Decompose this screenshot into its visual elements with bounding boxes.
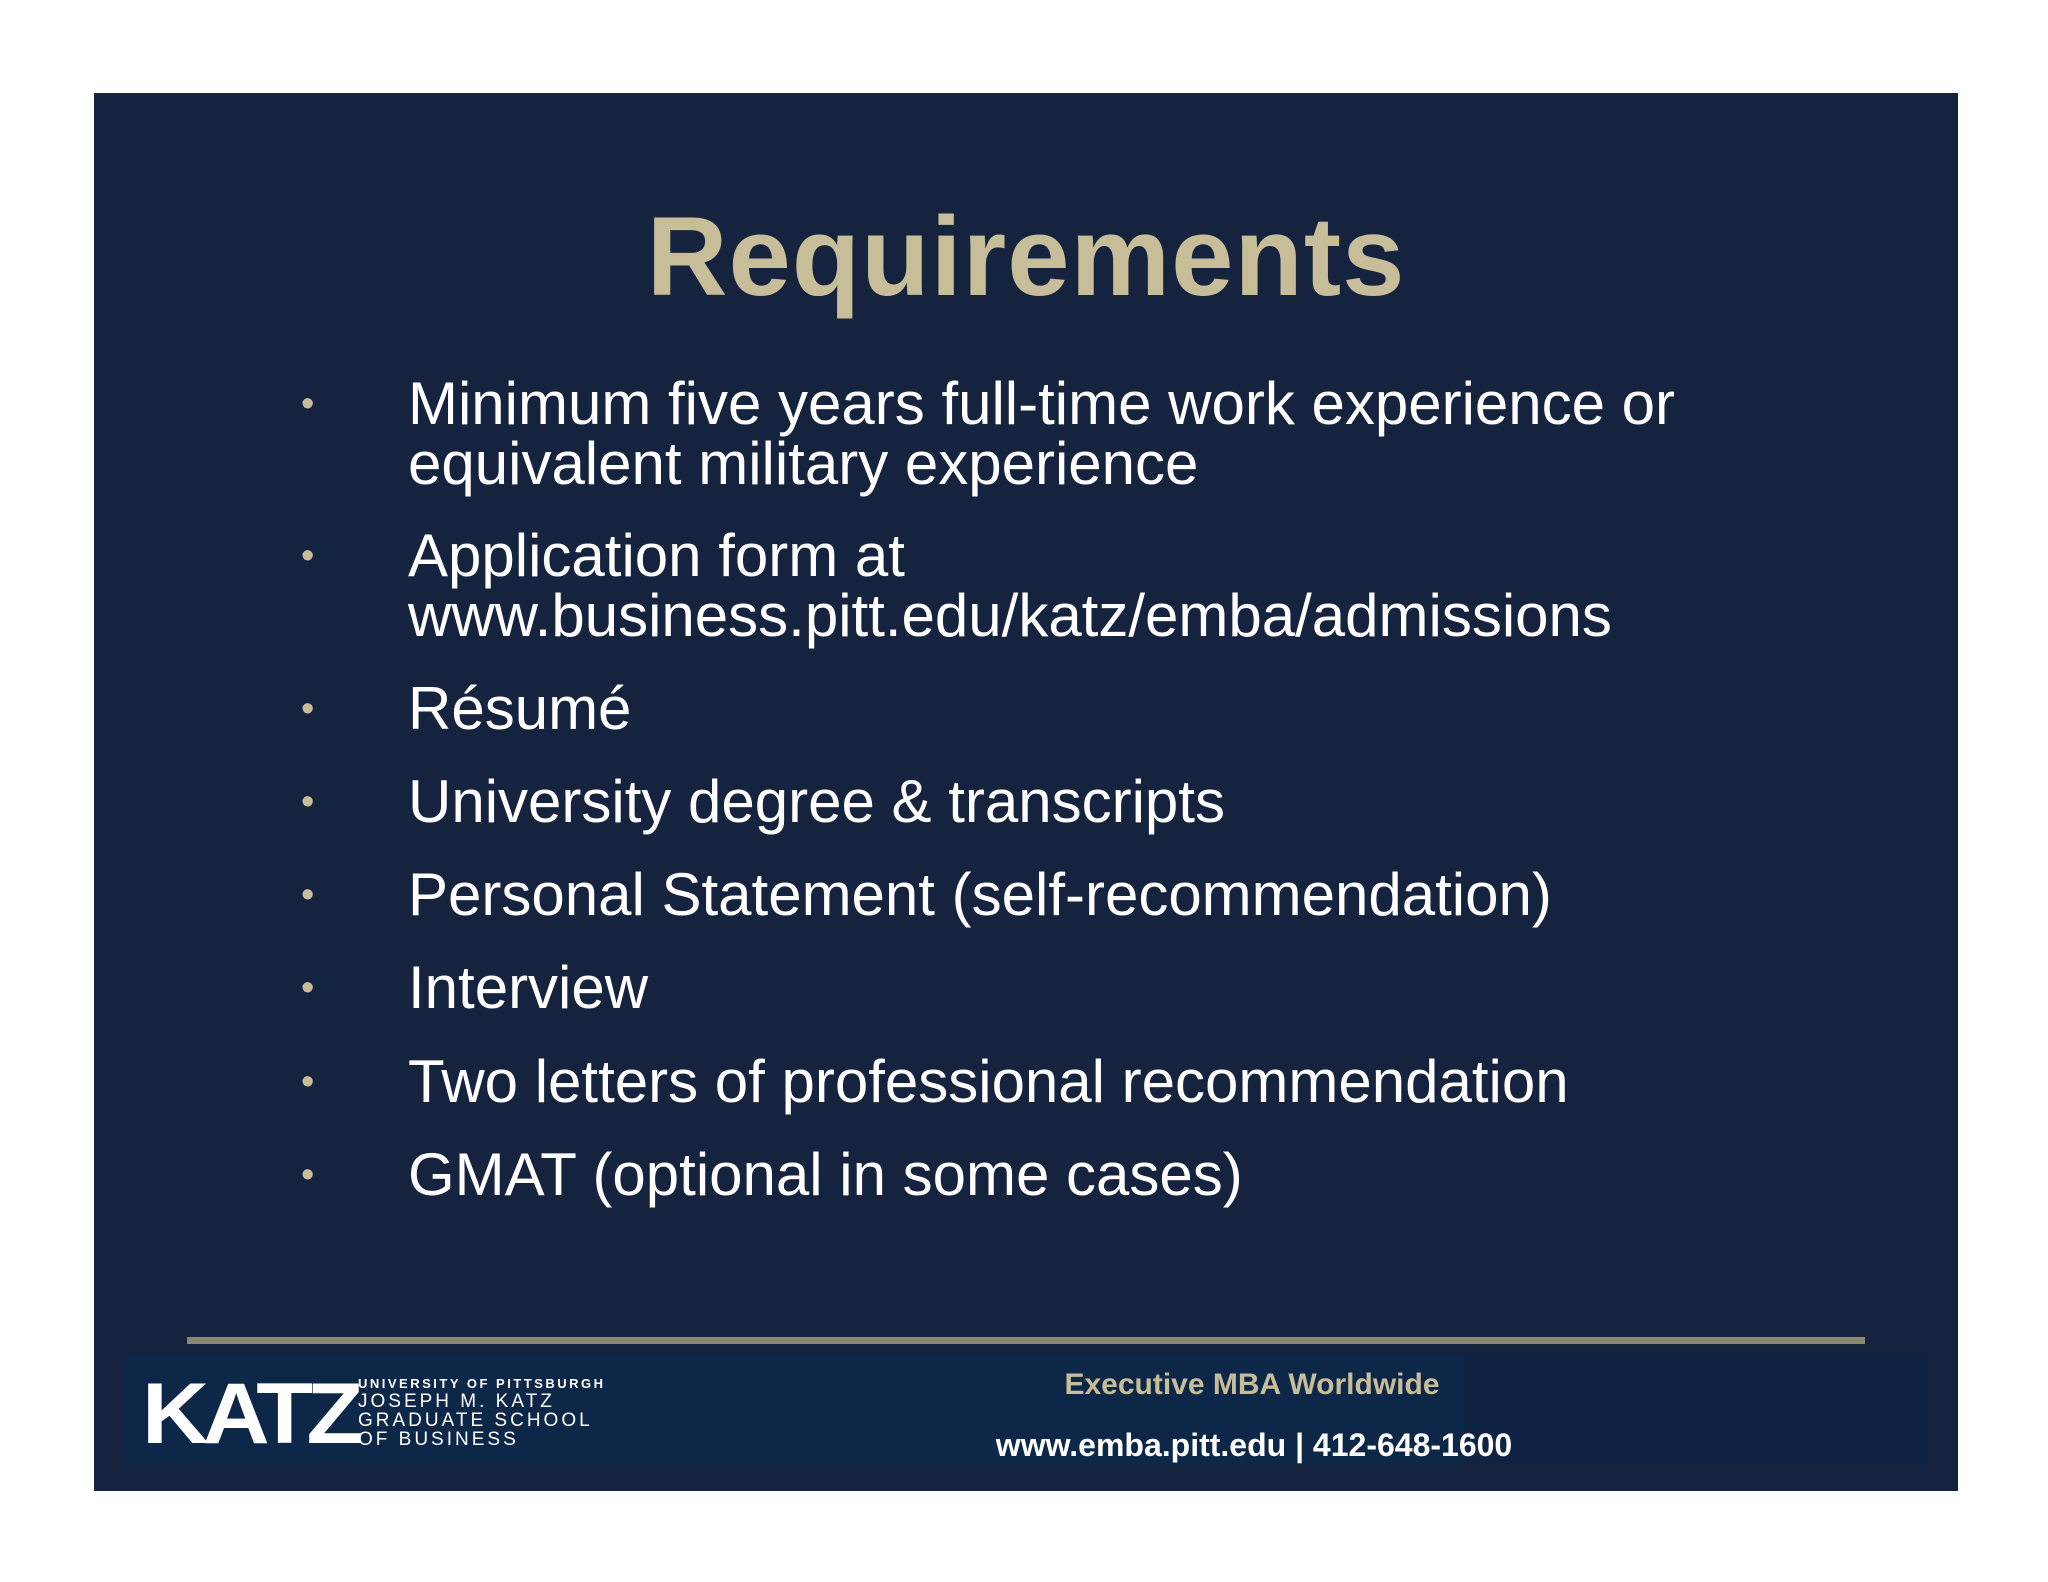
bullet-text (408, 522, 1908, 649)
program-name: Executive MBA Worldwide (1064, 1368, 1440, 1401)
bullet-icon: • (301, 688, 315, 730)
bullet-icon: • (301, 874, 315, 916)
bullet-icon: • (301, 1061, 315, 1103)
requirements-list (94, 93, 1958, 1491)
bullet-text: Résumé (408, 675, 632, 742)
katz-logo-icon: KATZ (142, 1366, 357, 1462)
bullet-text: Personal Statement (self-recommendation) (408, 861, 1552, 928)
bullet-icon: • (301, 1154, 315, 1196)
bullet-icon: • (301, 383, 315, 425)
school-name (358, 1376, 606, 1449)
bullet-text-line: Minimum five years full-time work experience or (408, 370, 1676, 437)
slide (94, 93, 1958, 1491)
contact-info[interactable]: www.emba.pitt.edu | 412-648-1600 (995, 1427, 1513, 1463)
bullet-icon: • (301, 967, 315, 1009)
school-line: GRADUATE SCHOOL (358, 1410, 593, 1431)
bullet-text: GMAT (optional in some cases) (408, 1141, 1243, 1208)
bullet-text-line: Application form at (408, 522, 905, 589)
bullet-text: University degree & transcripts (408, 768, 1225, 835)
bullet-text: Two letters of professional recommendation (408, 1048, 1569, 1115)
school-line: UNIVERSITY OF PITTSBURGH (358, 1376, 606, 1391)
bullet-text: Interview (408, 954, 649, 1021)
bullet-text (408, 370, 1908, 497)
school-line: OF BUSINESS (358, 1429, 519, 1450)
slide-title: Requirements (646, 194, 1406, 319)
footer-divider (187, 1337, 1865, 1344)
school-line: JOSEPH M. KATZ (358, 1391, 555, 1412)
bullet-icon: • (301, 781, 315, 823)
admissions-link[interactable]: www.business.pitt.edu/katz/emba/admissions (408, 582, 1612, 649)
bullet-icon: • (301, 535, 315, 577)
bullet-text-line: equivalent military experience (408, 430, 1199, 497)
